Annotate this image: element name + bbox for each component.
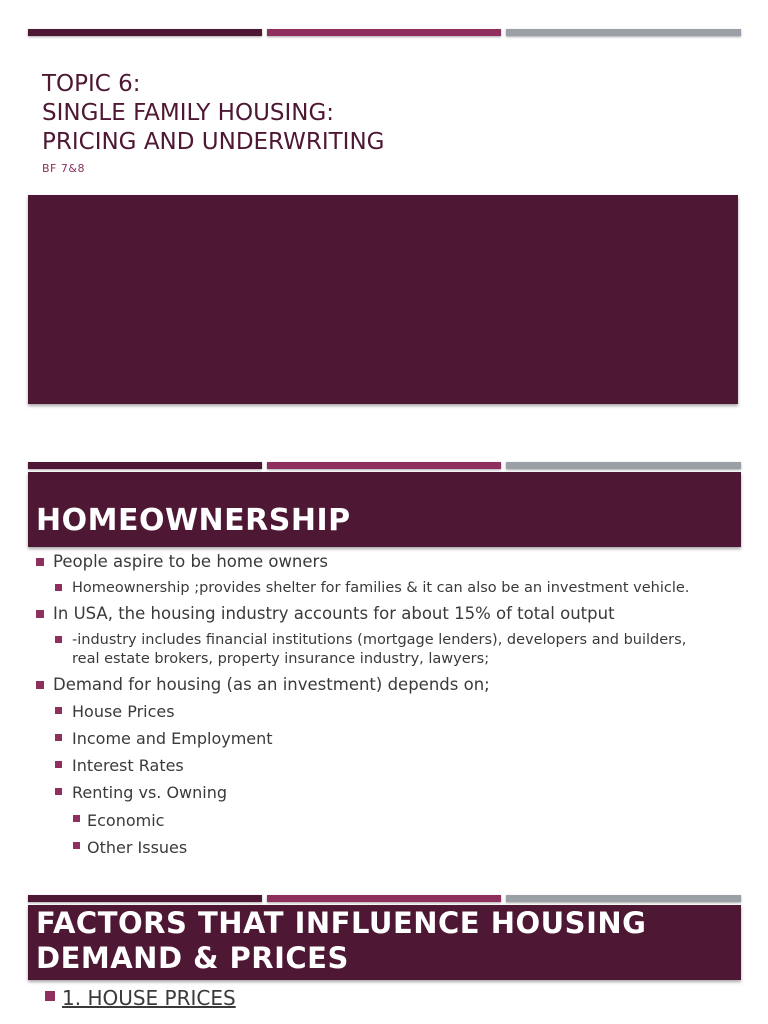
- list-item: Other Issues: [73, 838, 187, 857]
- bullet-square-icon: [55, 584, 62, 591]
- accent-bar-pink: [267, 895, 501, 902]
- accent-bar-pink: [267, 462, 501, 469]
- slide1-title-line-1: TOPIC 6:: [42, 71, 141, 97]
- slide2-title: HOMEOWNERSHIP: [36, 503, 351, 538]
- bullet-square-icon: [55, 761, 62, 768]
- accent-bar-maroon: [28, 29, 262, 36]
- accent-bar-gray: [506, 462, 741, 469]
- slide1-title-block: [42, 70, 384, 175]
- list-item: Homeownership ;provides shelter for families & it can also be an investment vehicle.: [55, 579, 689, 598]
- list-item: Demand for housing (as an investment) depends on;: [36, 675, 490, 694]
- slide2-title-band: [28, 472, 741, 547]
- bullet-square-icon: [55, 734, 62, 741]
- bullet-square-icon: [55, 788, 62, 795]
- list-item: Interest Rates: [55, 756, 184, 775]
- bullet-square-icon: [73, 842, 80, 849]
- list-item: Renting vs. Owning: [55, 783, 227, 802]
- bullet-square-icon: [73, 815, 80, 822]
- slide1-subtitle: BF 7&8: [42, 162, 85, 175]
- list-item: [45, 986, 236, 1010]
- list-item: Economic: [73, 811, 164, 830]
- list-item: Income and Employment: [55, 729, 273, 748]
- list-item: -industry includes financial institutions (mortgage lenders), developers and builders, real estate brokers, property insurance industry, lawyers;: [55, 631, 686, 669]
- bullet-square-icon: [45, 991, 55, 1001]
- slide3-bullet-label: 1. HOUSE PRICES: [62, 986, 236, 1010]
- slide3-accent-bars: [28, 895, 741, 902]
- accent-bar-maroon: [28, 462, 262, 469]
- slide1-title-line-2: SINGLE FAMILY HOUSING:: [42, 100, 335, 126]
- bullet-square-icon: [36, 610, 44, 618]
- list-item: People aspire to be home owners: [36, 552, 328, 571]
- list-item: House Prices: [55, 702, 175, 721]
- slide2-accent-bars: [28, 462, 741, 469]
- list-item: In USA, the housing industry accounts for about 15% of total output: [36, 604, 615, 623]
- slide1-title-line-3: PRICING AND UNDERWRITING: [42, 129, 385, 155]
- bullet-square-icon: [55, 636, 62, 643]
- slide1-image-placeholder: [28, 195, 738, 404]
- accent-bar-gray: [506, 895, 741, 902]
- bullet-square-icon: [36, 558, 44, 566]
- accent-bar-pink: [267, 29, 501, 36]
- bullet-square-icon: [55, 707, 62, 714]
- accent-bar-gray: [506, 29, 741, 36]
- slide3-title-line-1: FACTORS THAT INFLUENCE HOUSING: [36, 906, 647, 940]
- slide3-title-line-2: DEMAND & PRICES: [36, 941, 349, 975]
- bullet-square-icon: [36, 681, 44, 689]
- slide3-title-band: [28, 905, 741, 980]
- slide1-accent-bars: [28, 29, 741, 36]
- accent-bar-maroon: [28, 895, 262, 902]
